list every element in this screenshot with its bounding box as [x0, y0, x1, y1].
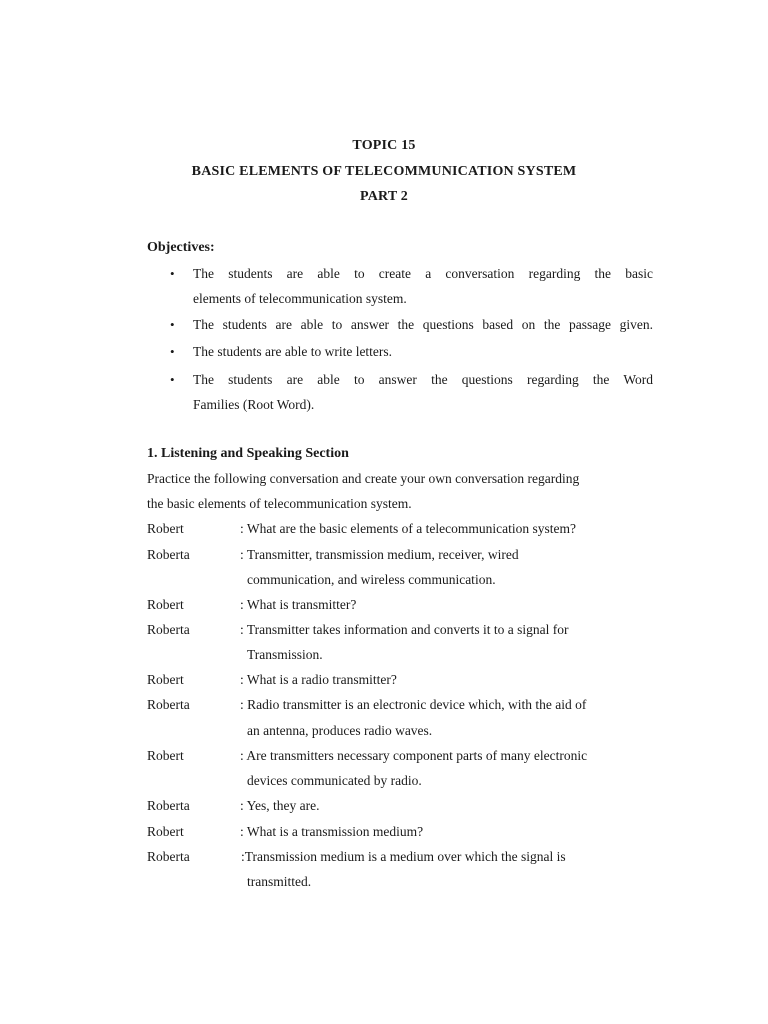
dialogue-speaker: Roberta	[147, 849, 190, 864]
dialogue-line: communication, and wireless communication.	[247, 572, 496, 587]
dialogue-line: : Yes, they are.	[240, 798, 320, 813]
dialogue-speaker: Robert	[147, 748, 184, 763]
objective-3-line-1: The students are able to write letters.	[193, 344, 393, 359]
dialogue-line: : What are the basic elements of a telecommunication system?	[240, 521, 577, 536]
objective-4-line-2: Families (Root Word).	[193, 397, 315, 412]
section-1-intro-line-2: the basic elements of telecommunication system.	[147, 496, 412, 511]
dialogue-line: devices communicated by radio.	[247, 773, 422, 788]
dialogue-line: : Radio transmitter is an electronic device which, with the aid of	[240, 697, 587, 712]
dialogue-line: : What is a radio transmitter?	[240, 672, 397, 687]
dialogue-line: Transmission.	[247, 647, 323, 662]
section-1-intro-line-1: Practice the following conversation and create your own conversation regarding	[147, 471, 580, 486]
bullet-marker: •	[170, 372, 175, 387]
bullet-marker: •	[170, 266, 175, 281]
objective-1-line-1: The students are able to create a conversation regarding the basic	[193, 266, 653, 281]
dialogue-speaker: Roberta	[147, 697, 190, 712]
dialogue-speaker: Robert	[147, 521, 184, 536]
dialogue-speaker: Roberta	[147, 622, 190, 637]
dialogue-line: : What is a transmission medium?	[240, 824, 424, 839]
objective-1-line-2: elements of telecommunication system.	[193, 291, 407, 306]
dialogue-line: :Transmission medium is a medium over which the signal is	[241, 849, 566, 864]
dialogue-line: : Transmitter takes information and converts it to a signal for	[240, 622, 569, 637]
dialogue-line: : Transmitter, transmission medium, receiver, wired	[240, 547, 519, 562]
bullet-marker: •	[170, 344, 175, 359]
dialogue-speaker: Roberta	[147, 547, 190, 562]
topic-part: PART 2	[359, 189, 409, 204]
objective-2-line-1: The students are able to answer the questions based on the passage given.	[193, 317, 653, 332]
dialogue-speaker: Roberta	[147, 798, 190, 813]
bullet-marker: •	[170, 317, 175, 332]
dialogue-speaker: Robert	[147, 672, 184, 687]
topic-number: TOPIC 15	[352, 138, 416, 153]
dialogue-line: an antenna, produces radio waves.	[247, 723, 433, 738]
section-1-heading: 1. Listening and Speaking Section	[147, 446, 349, 461]
topic-title: BASIC ELEMENTS OF TELECOMMUNICATION SYSTEM	[191, 164, 577, 179]
dialogue-speaker: Robert	[147, 824, 184, 839]
objective-4-line-1: The students are able to answer the questions regarding the Word	[193, 372, 653, 387]
dialogue-line: : Are transmitters necessary component parts of many electronic	[240, 748, 588, 763]
objectives-heading: Objectives:	[147, 240, 215, 255]
dialogue-speaker: Robert	[147, 597, 184, 612]
dialogue-line: transmitted.	[247, 874, 312, 889]
dialogue-line: : What is transmitter?	[240, 597, 357, 612]
